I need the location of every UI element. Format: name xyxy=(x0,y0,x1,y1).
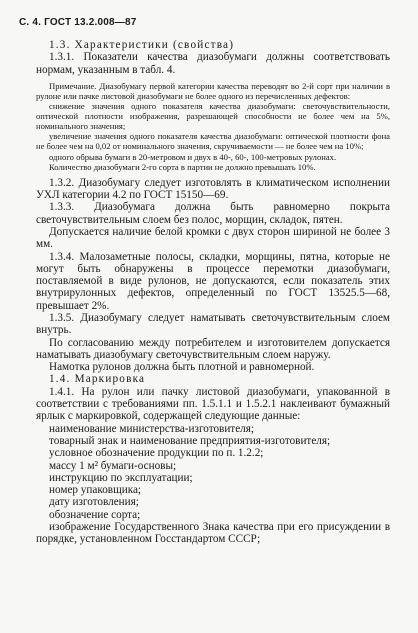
para-1-3-3: 1.3.3. Диазобумага должна быть равномерно покрыта светочувствительным слоем без полос, морщин, складок, пятен. xyxy=(36,201,390,226)
note-block xyxy=(36,81,390,172)
para-1-3-2: 1.3.2. Диазобумагу следует изготовлять в климатическом исполнении УХЛ категории 4.2 по ГОСТ 15150—69. xyxy=(36,176,390,202)
section-1-4-heading: 1.4. Маркировка xyxy=(49,373,146,386)
list-item: номер упаковщика; xyxy=(49,484,142,497)
list-item: инструкцию по эксплуатации; xyxy=(49,471,193,484)
marking-list xyxy=(36,423,390,546)
note-item-4: Количество диазобумаги 2-го сорта в партии не должно превышать 10%. xyxy=(49,161,316,172)
para-1-3-1: 1.3.1. Показатели качества диазобумаги должны соответствовать нормам, указанным в табл. 4. xyxy=(36,51,390,76)
note-item-1: снижение значения одного показателя качества диазобумаги: светочувствительности, оптической плотности изображения, разрешающей способности не более чем на 5%, номинального значения; xyxy=(36,101,390,132)
list-item: обозначение сорта; xyxy=(49,508,141,521)
para-1-3-3-b: Допускается наличие белой кромки с двух сторон шириной не более 3 мм. xyxy=(36,225,390,251)
para-1-3-4: 1.3.4. Малозаметные полосы, складки, морщины, пятна, которые не могут быть обнаружены в процессе перемотки диазобумаги, поставляемой в виде рулонов, не допускаются, если показатель этих внутрирулонных дефектов, определенный по ГОСТ 13525.5—68, превышает 2%. xyxy=(36,250,390,312)
list-item: массу 1 м² бумаги-основы; xyxy=(49,459,177,472)
note-item-2: увеличение значения одного показателя качества диазобумаги: оптической плотности фона не более чем на 0,02 от номинального значения, скручиваемости — не более чем на 10%; xyxy=(36,131,390,152)
list-item: дату изготовления; xyxy=(49,496,139,509)
section-1-3-heading: 1.3. Характеристики (свойства) xyxy=(49,39,235,51)
para-1-3-5: 1.3.5. Диазобумагу следует наматывать светочувствительным слоем внутрь. xyxy=(36,312,390,337)
list-item: условное обозначение продукции по п. 1.2.2; xyxy=(49,447,264,460)
page-header: С. 4. ГОСТ 13.2.008—87 xyxy=(19,17,137,28)
para-1-4-1: 1.4.1. На рулон или пачку листовой диазобумаги, упакованной в соответствии с требованиями пп. 1.5.1.1 и 1.5.2.1 наклеивают бумажный ярлык с маркировкой, содержащей следующие данные: xyxy=(36,385,390,423)
document-body xyxy=(36,39,390,546)
note-item-3: одного обрыва бумаги в 20-метровом и двух в 40-, 60-, 100-метровых рулонах. xyxy=(49,151,337,162)
list-item: товарный знак и наименование предприятия-изготовителя; xyxy=(49,434,331,447)
list-item: наименование министерства-изготовителя; xyxy=(49,422,254,435)
para-1-3-5-b: По согласованию между потребителем и изготовителем допускается наматывать диазобумагу светочувствительным слоем наружу. xyxy=(36,336,390,361)
list-item: изображение Государственного Знака качества при его присуждении в порядке, установленном Госстандартом СССР; xyxy=(36,521,390,546)
note-intro: Примечание. Диазобумагу первой категории качества переводят во 2-й сорт при наличии в рулоне или пачке листовой диазобумаги не более одного из перечисленных дефектов: xyxy=(36,80,390,101)
para-1-3-5-c: Намотка рулонов должна быть плотной и равномерной. xyxy=(49,361,315,374)
